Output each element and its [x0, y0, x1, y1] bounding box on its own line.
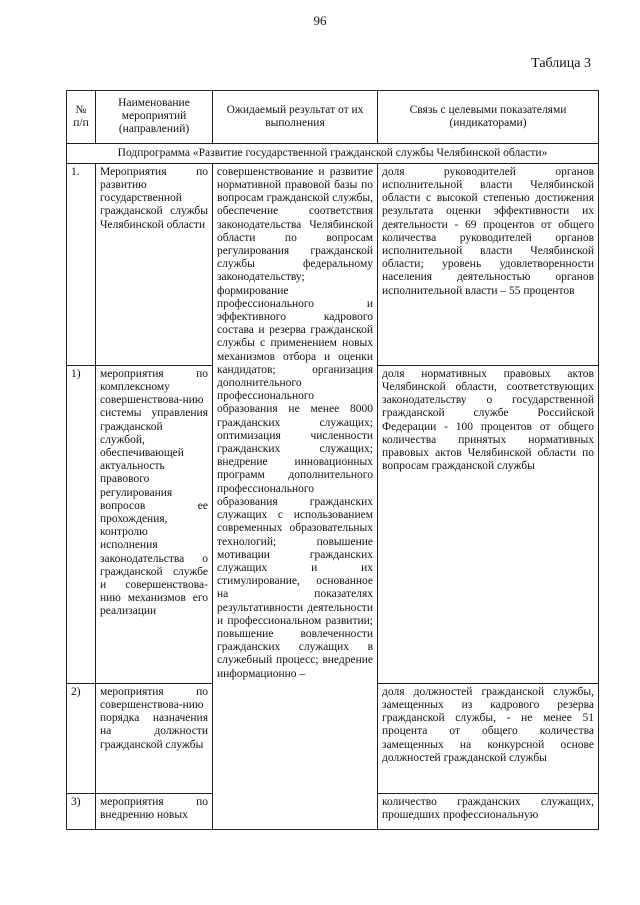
measure-name: мероприятия по совершенствова-нию порядка назначения на должности гражданской службы — [96, 683, 213, 793]
row-number: 1) — [67, 365, 96, 683]
row-number: 2) — [67, 683, 96, 793]
measure-name: Мероприятия по развитию государственной гражданской службы Челябинской области — [96, 163, 213, 365]
measures-table — [66, 90, 599, 830]
page-number: 96 — [313, 13, 327, 28]
measure-name: мероприятия по комплексному совершенствова-нию системы управления гражданской службой, обеспечивающей актуальность правового регулирования вопросов ее прохождения, контролю исполнения законодательства о гражданской службе и совершенствова-нию механизмов его реализации — [96, 365, 213, 683]
row-number: 1. — [67, 163, 96, 365]
table-header-row — [67, 91, 599, 144]
table-row — [67, 163, 599, 365]
header-link: Связь с целевыми показателями (индикаторами) — [378, 91, 599, 144]
indicator-link: доля руководителей органов исполнительной власти Челябинской области с высокой степенью достижения результата оценки эффективности их деятельности - 69 процентов от общего количества руководителей органов исполнительной власти Челябинской области; уровень удовлетворенности населения деятельностью органов исполнительной власти – 55 процентов — [378, 163, 599, 365]
indicator-link: доля должностей гражданской службы, замещенных из кадрового резерва гражданской службы, - не менее 51 процента от общего количества замещенных на конкурсной основе должностей гражданской службы — [378, 683, 599, 793]
indicator-link: доля нормативных правовых актов Челябинской области, соответствующих законодательству о государственной гражданской службе Российской Федерации - 100 процентов от общего количества принятых нормативных правовых актов Челябинской области по вопросам гражданской службы — [378, 365, 599, 683]
measure-name: мероприятия по внедрению новых — [96, 793, 213, 829]
header-num: № п/п — [67, 91, 96, 144]
table-label: Таблица 3 — [531, 56, 591, 71]
indicator-link: количество гражданских служащих, прошедших профессиональную — [378, 793, 599, 829]
subprogram-title: Подпрограмма «Развитие государственной гражданской службы Челябинской области» — [67, 143, 599, 163]
row-number: 3) — [67, 793, 96, 829]
expected-result: совершенствование и развитие нормативной правовой базы по вопросам гражданской службы, обеспечение соответствия законодательства Челябинской области по вопросам регулирования гражданской службы федеральному законодательству; формирование профессионального и эффективного кадрового состава и резерва гражданской службы с применением новых механизмов отбора и оценки кандидатов; организация дополнительного профессионального образования не менее 8000 гражданских служащих; оптимизация численности гражданских служащих; внедрение инновационных программ дополнительного профессионального образования гражданских служащих с использованием современных образовательных технологий; повышение мотивации гражданских служащих и их стимулирование, основанное на показателях результативности деятельности и профессиональном развитии; повышение вовлеченности гражданских служащих в служебный процесс; внедрение информационно – — [213, 163, 378, 829]
header-name: Наименование мероприятий (направлений) — [96, 91, 213, 144]
header-result: Ожидаемый результат от их выполнения — [213, 91, 378, 144]
subprogram-row — [67, 143, 599, 163]
